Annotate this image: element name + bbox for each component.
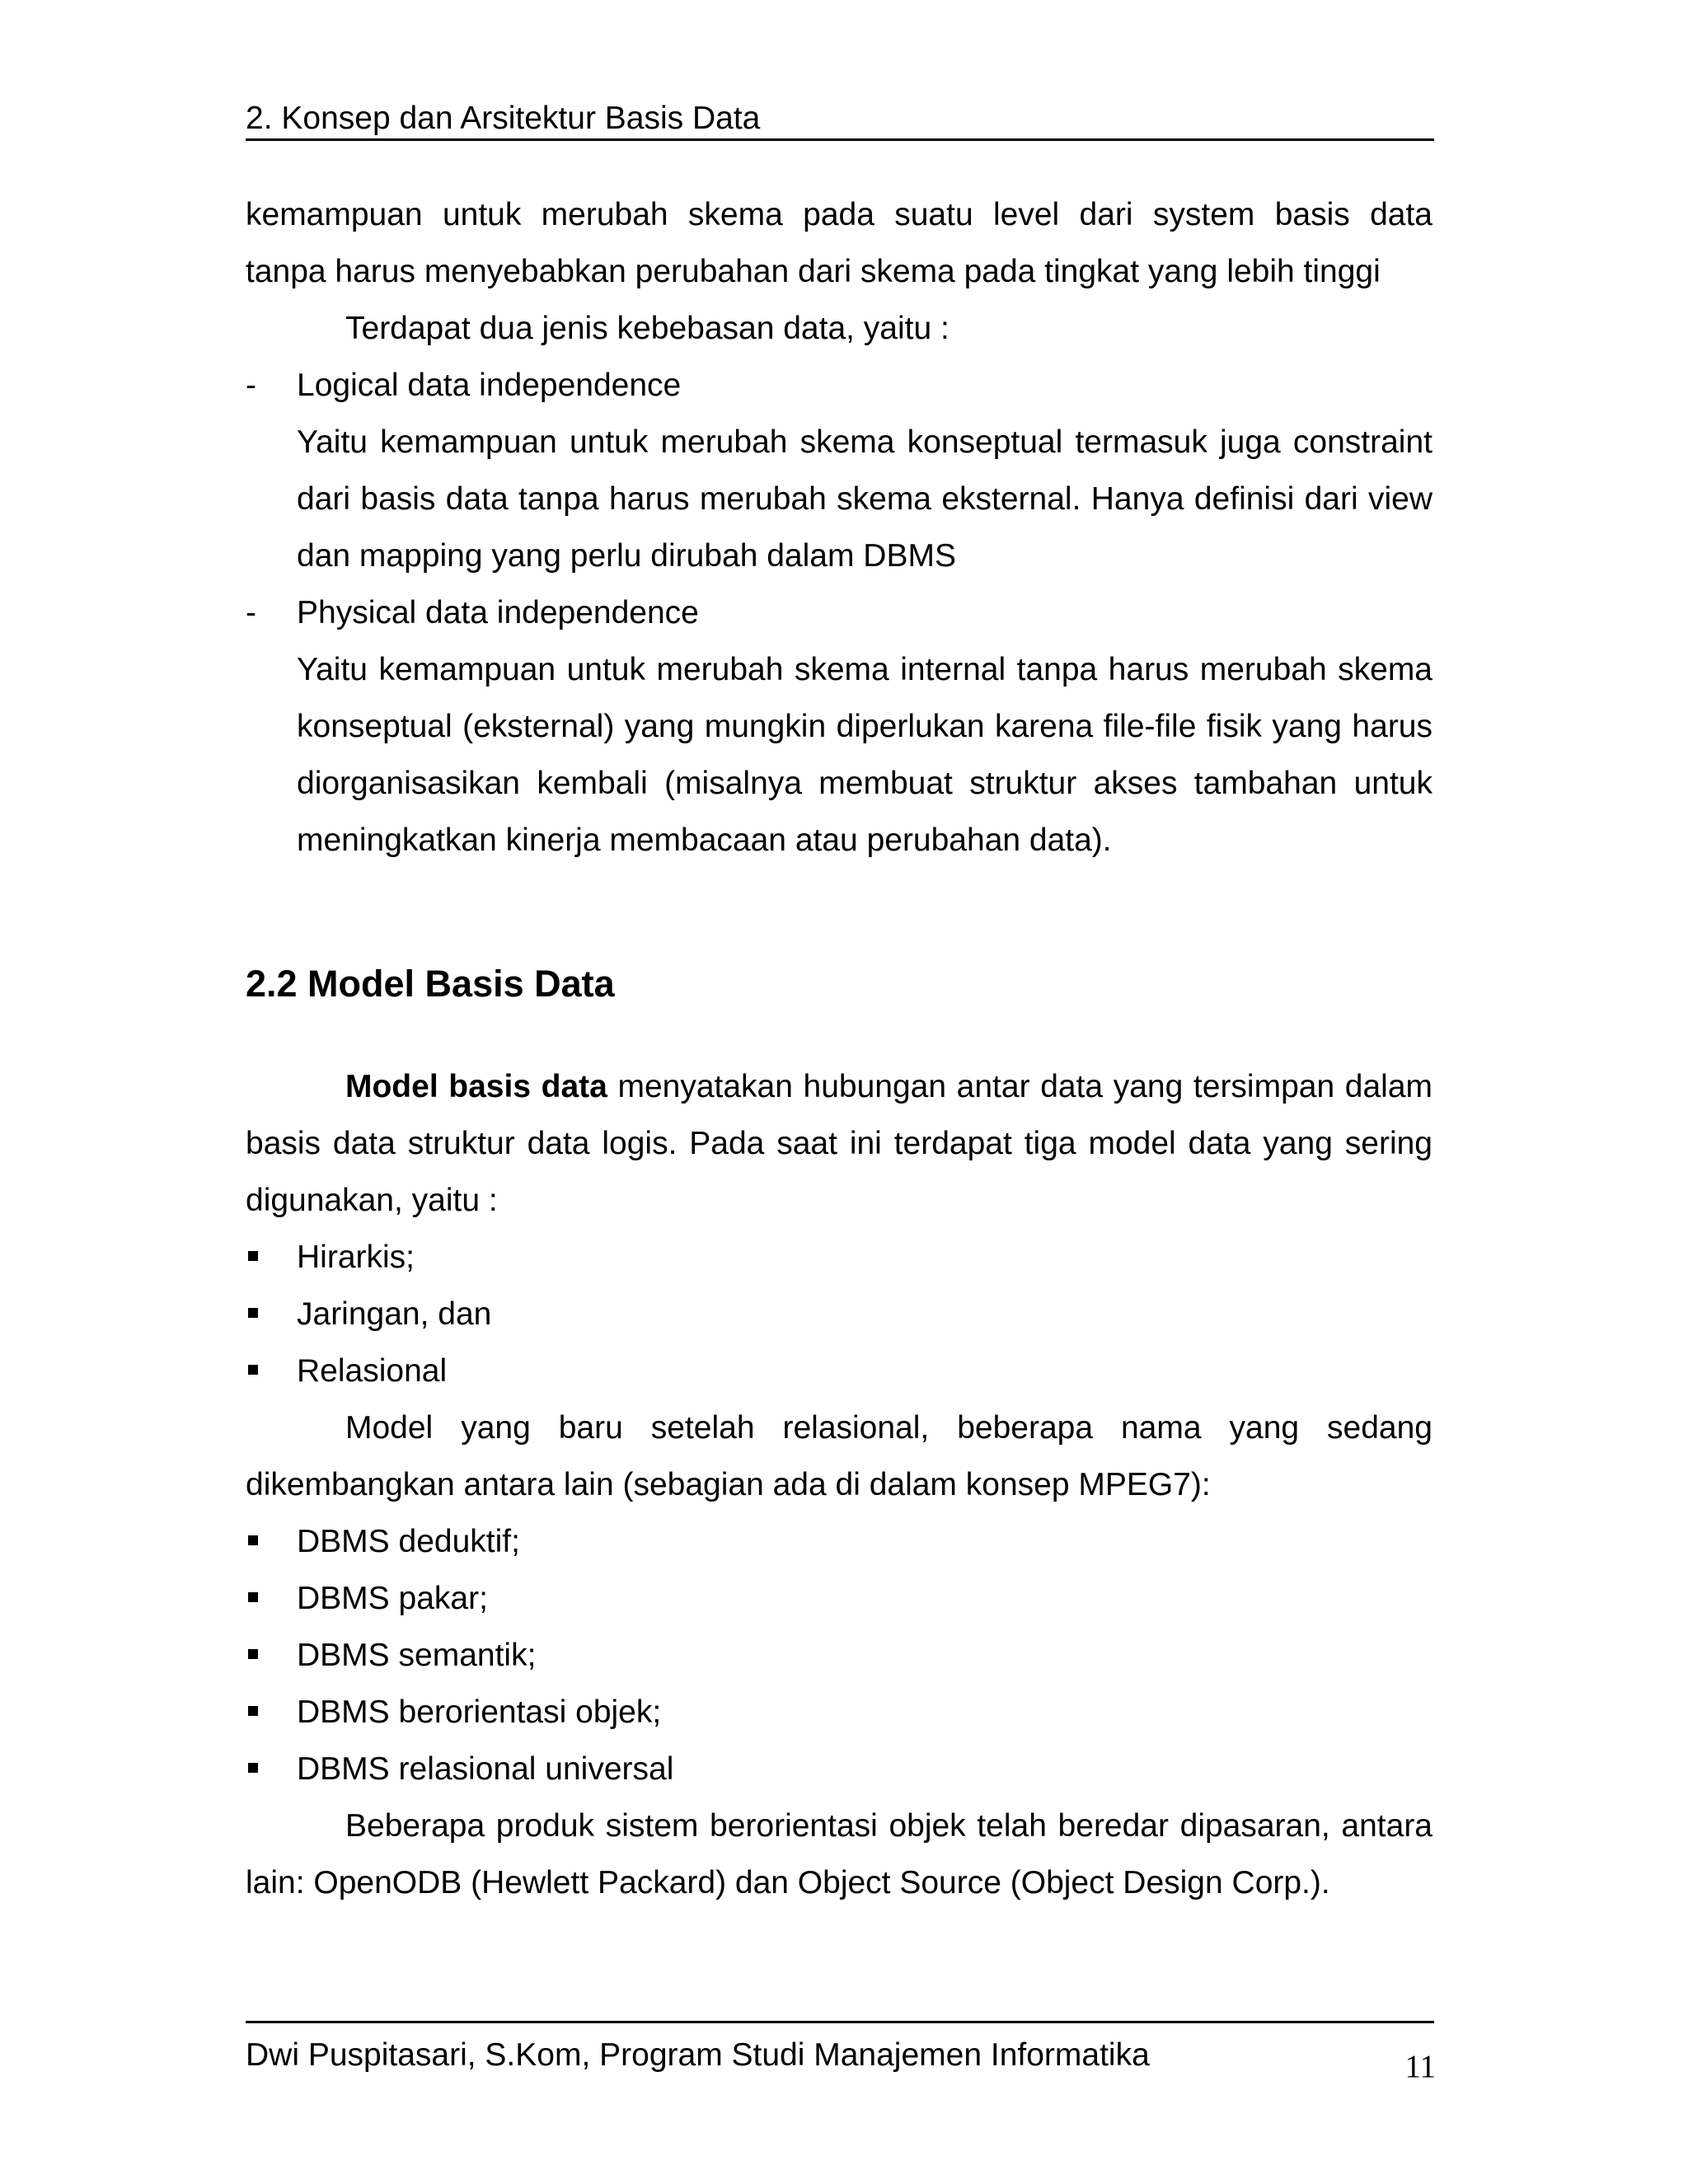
bold-term: Model basis data — [345, 1069, 607, 1104]
square-bullet-icon — [248, 1308, 258, 1318]
list-item — [246, 1229, 1432, 1286]
physical-description: Yaitu kemampuan untuk merubah skema internal tanpa harus merubah skema konseptual (eksternal) yang mungkin diperlukan karena file-file fisik yang harus diorganisasikan kembali (misalnya membuat struktur akses tambahan untuk meningkatkan kinerja membacaan atau perubahan data). — [297, 652, 1432, 858]
list-item-physical — [246, 584, 1432, 641]
new-models-paragraph: Model yang baru setelah relasional, beberapa nama yang sedang dikembangkan antara lain (sebagian ada di dalam konsep MPEG7): — [246, 1410, 1432, 1502]
products-paragraph: Beberapa produk sistem berorientasi objek telah beredar dipasaran, antara lain: OpenODB (Hewlett Packard) dan Object Source (Object Design Corp.). — [246, 1808, 1432, 1900]
model-paragraph — [246, 1058, 1432, 1229]
header-rule — [246, 138, 1434, 141]
dash-marker: - — [246, 368, 256, 403]
list-item — [246, 1286, 1432, 1343]
running-header: 2. Konsep dan Arsitektur Basis Data — [246, 101, 761, 136]
logical-description: Yaitu kemampuan untuk merubah skema konseptual termasuk juga constraint dari basis data tanpa harus merubah skema eksternal. Hanya definisi dari view dan mapping yang perlu dirubah dalam DBMS — [297, 424, 1432, 574]
list-item — [246, 1343, 1432, 1399]
square-bullet-icon — [248, 1763, 258, 1773]
list-item-logical — [246, 357, 1432, 414]
list-item-title: Physical data independence — [297, 595, 699, 630]
square-bullet-icon — [248, 1365, 258, 1375]
intro-line-2: tanpa harus menyebabkan perubahan dari skema pada tingkat yang lebih tinggi — [246, 254, 1381, 289]
intro-line-1: kemampuan untuk merubah skema pada suatu level dari system basis data — [246, 197, 1432, 232]
list-item-label: Jaringan, dan — [297, 1296, 492, 1332]
list-item — [246, 1684, 1432, 1741]
square-bullet-icon — [248, 1251, 258, 1261]
list-item-label: DBMS deduktif; — [297, 1524, 520, 1559]
list-item-label: DBMS relasional universal — [297, 1751, 674, 1787]
list-item-label: DBMS berorientasi objek; — [297, 1694, 662, 1730]
square-bullet-icon — [248, 1706, 258, 1716]
dash-marker: - — [246, 595, 256, 630]
page-number: 11 — [1404, 2049, 1436, 2084]
list-item-label: DBMS semantik; — [297, 1638, 537, 1673]
list-item-label: DBMS pakar; — [297, 1581, 488, 1616]
footer-author: Dwi Puspitasari, S.Kom, Program Studi Manajemen Informatika — [246, 2037, 1150, 2073]
intro-lead: Terdapat dua jenis kebebasan data, yaitu : — [345, 311, 950, 346]
list-item — [246, 1741, 1432, 1797]
square-bullet-icon — [248, 1535, 258, 1545]
list-item-label: Hirarkis; — [297, 1240, 415, 1275]
square-bullet-icon — [248, 1592, 258, 1602]
paragraph-text: menyatakan hubungan antar data yang tersimpan dalam basis data struktur data logis. Pada saat ini terdapat tiga model data yang sering digunakan, yaitu : — [246, 1069, 1432, 1218]
footer-rule — [246, 2021, 1434, 2023]
list-item-label: Relasional — [297, 1353, 448, 1389]
square-bullet-icon — [248, 1649, 258, 1659]
list-item — [246, 1627, 1432, 1684]
section-heading: 2.2 Model Basis Data — [246, 963, 615, 1005]
list-item — [246, 1570, 1432, 1627]
list-item — [246, 1513, 1432, 1570]
list-item-title: Logical data independence — [297, 368, 682, 403]
page-body — [246, 186, 1432, 1911]
